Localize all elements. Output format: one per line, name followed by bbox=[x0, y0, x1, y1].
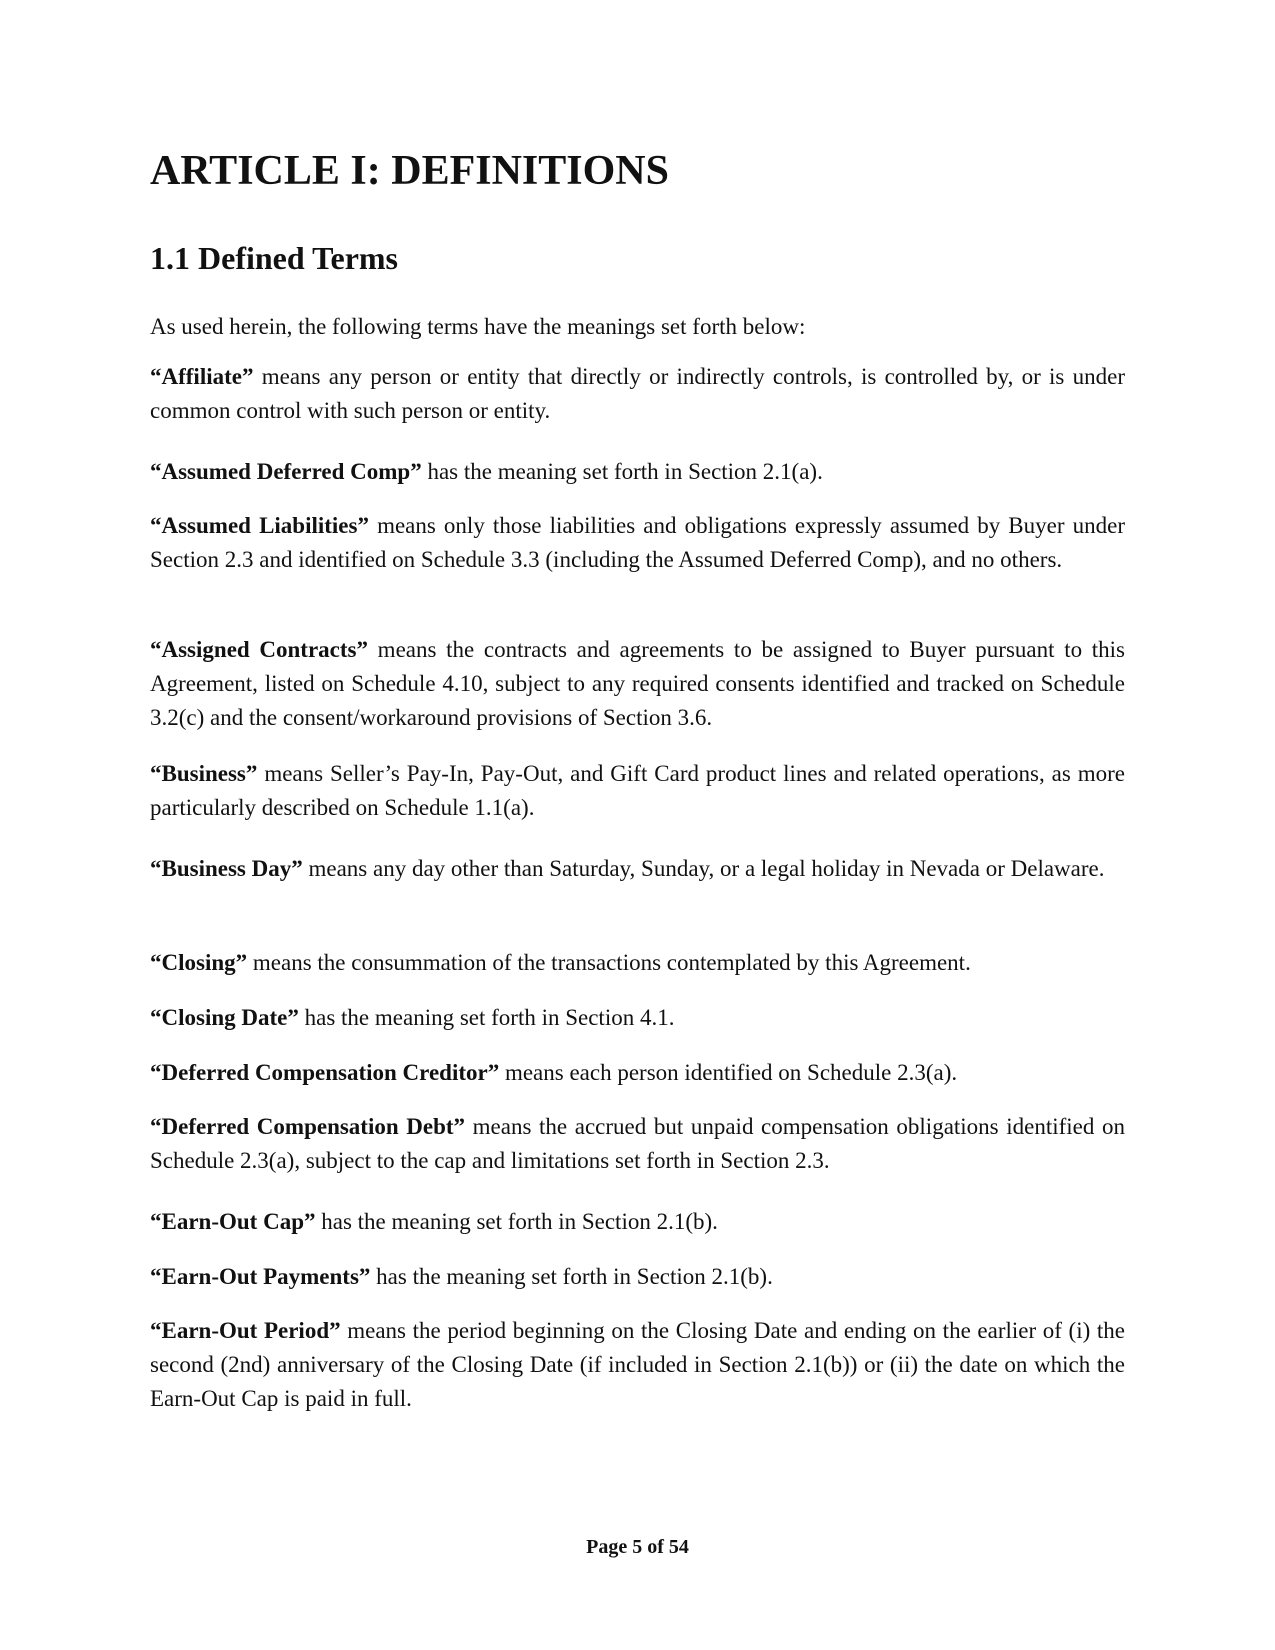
definition-text: has the meaning set forth in Section 2.1(b). bbox=[370, 1264, 773, 1289]
definition-text: means any day other than Saturday, Sunday, or a legal holiday in Nevada or Delaware. bbox=[302, 856, 1105, 881]
definition-term: “Affiliate” bbox=[150, 364, 254, 389]
definition-assigned-contracts bbox=[150, 633, 1125, 735]
definition-term: “Deferred Compensation Creditor” bbox=[150, 1060, 500, 1085]
definition-text: means the contracts and agreements to be assigned to Buyer pursuant to this Agreement, listed on Schedule 4.10, subject to any required consents identified and tracked on Schedule 3.2(c) and the consent/workaround provisions of Section 3.6. bbox=[150, 637, 1126, 730]
definition-text: means any person or entity that directly or indirectly controls, is controlled by, or is under common control with such person or entity. bbox=[150, 364, 1125, 423]
definition-text: means the consummation of the transactions contemplated by this Agreement. bbox=[247, 950, 971, 975]
definition-deferred-compensation-debt bbox=[150, 1110, 1125, 1178]
definition-term: “Business Day” bbox=[150, 856, 303, 881]
definition-term: “Assumed Liabilities” bbox=[150, 513, 369, 538]
section-title: 1.1 Defined Terms bbox=[150, 240, 398, 276]
definition-closing-date bbox=[150, 1001, 1125, 1035]
definition-assumed-liabilities bbox=[150, 509, 1125, 577]
definition-term: “Assumed Deferred Comp” bbox=[150, 459, 422, 484]
definition-earn-out-period bbox=[150, 1314, 1125, 1416]
definition-term: “Closing” bbox=[150, 950, 248, 975]
definition-deferred-compensation-creditor bbox=[150, 1056, 1125, 1090]
definition-text: has the meaning set forth in Section 2.1(a). bbox=[421, 459, 823, 484]
article-title: ARTICLE I: DEFINITIONS bbox=[150, 148, 669, 194]
definition-text: means the accrued but unpaid compensation obligations identified on Schedule 2.3(a), subject to the cap and limitations set forth in Section 2.3. bbox=[150, 1114, 1125, 1173]
definition-text: means only those liabilities and obligations expressly assumed by Buyer under Section 2.3 and identified on Schedule 3.3 (including the Assumed Deferred Comp), and no others. bbox=[150, 513, 1125, 572]
definition-text: means each person identified on Schedule 2.3(a). bbox=[499, 1060, 958, 1085]
definition-business-day bbox=[150, 852, 1125, 886]
definition-business bbox=[150, 757, 1125, 825]
definition-text: means the period beginning on the Closing Date and ending on the earlier of (i) the second (2nd) anniversary of the Closing Date (if included in Section 2.1(b)) or (ii) the date on which the Earn-Out Cap is paid in full. bbox=[150, 1318, 1125, 1411]
definition-term: “Closing Date” bbox=[150, 1005, 299, 1030]
definition-term: “Earn-Out Payments” bbox=[150, 1264, 371, 1289]
definition-earn-out-cap bbox=[150, 1205, 1125, 1239]
definition-assumed-deferred-comp bbox=[150, 455, 1125, 489]
definition-text: means Seller’s Pay-In, Pay-Out, and Gift Card product lines and related operations, as more particularly described on Schedule 1.1(a). bbox=[150, 761, 1125, 820]
definition-term: “Earn-Out Period” bbox=[150, 1318, 341, 1343]
definition-term: “Deferred Compensation Debt” bbox=[150, 1114, 466, 1139]
definition-earn-out-payments bbox=[150, 1260, 1125, 1294]
definition-closing bbox=[150, 946, 1125, 980]
definition-term: “Earn-Out Cap” bbox=[150, 1209, 316, 1234]
definition-text: has the meaning set forth in Section 2.1(b). bbox=[315, 1209, 718, 1234]
definition-text: has the meaning set forth in Section 4.1. bbox=[298, 1005, 675, 1030]
definition-term: “Assigned Contracts” bbox=[150, 637, 368, 662]
section-intro: As used herein, the following terms have the meanings set forth below: bbox=[150, 314, 806, 339]
page-number: Page 5 of 54 bbox=[586, 1536, 689, 1558]
definition-affiliate bbox=[150, 360, 1125, 428]
definition-term: “Business” bbox=[150, 761, 258, 786]
